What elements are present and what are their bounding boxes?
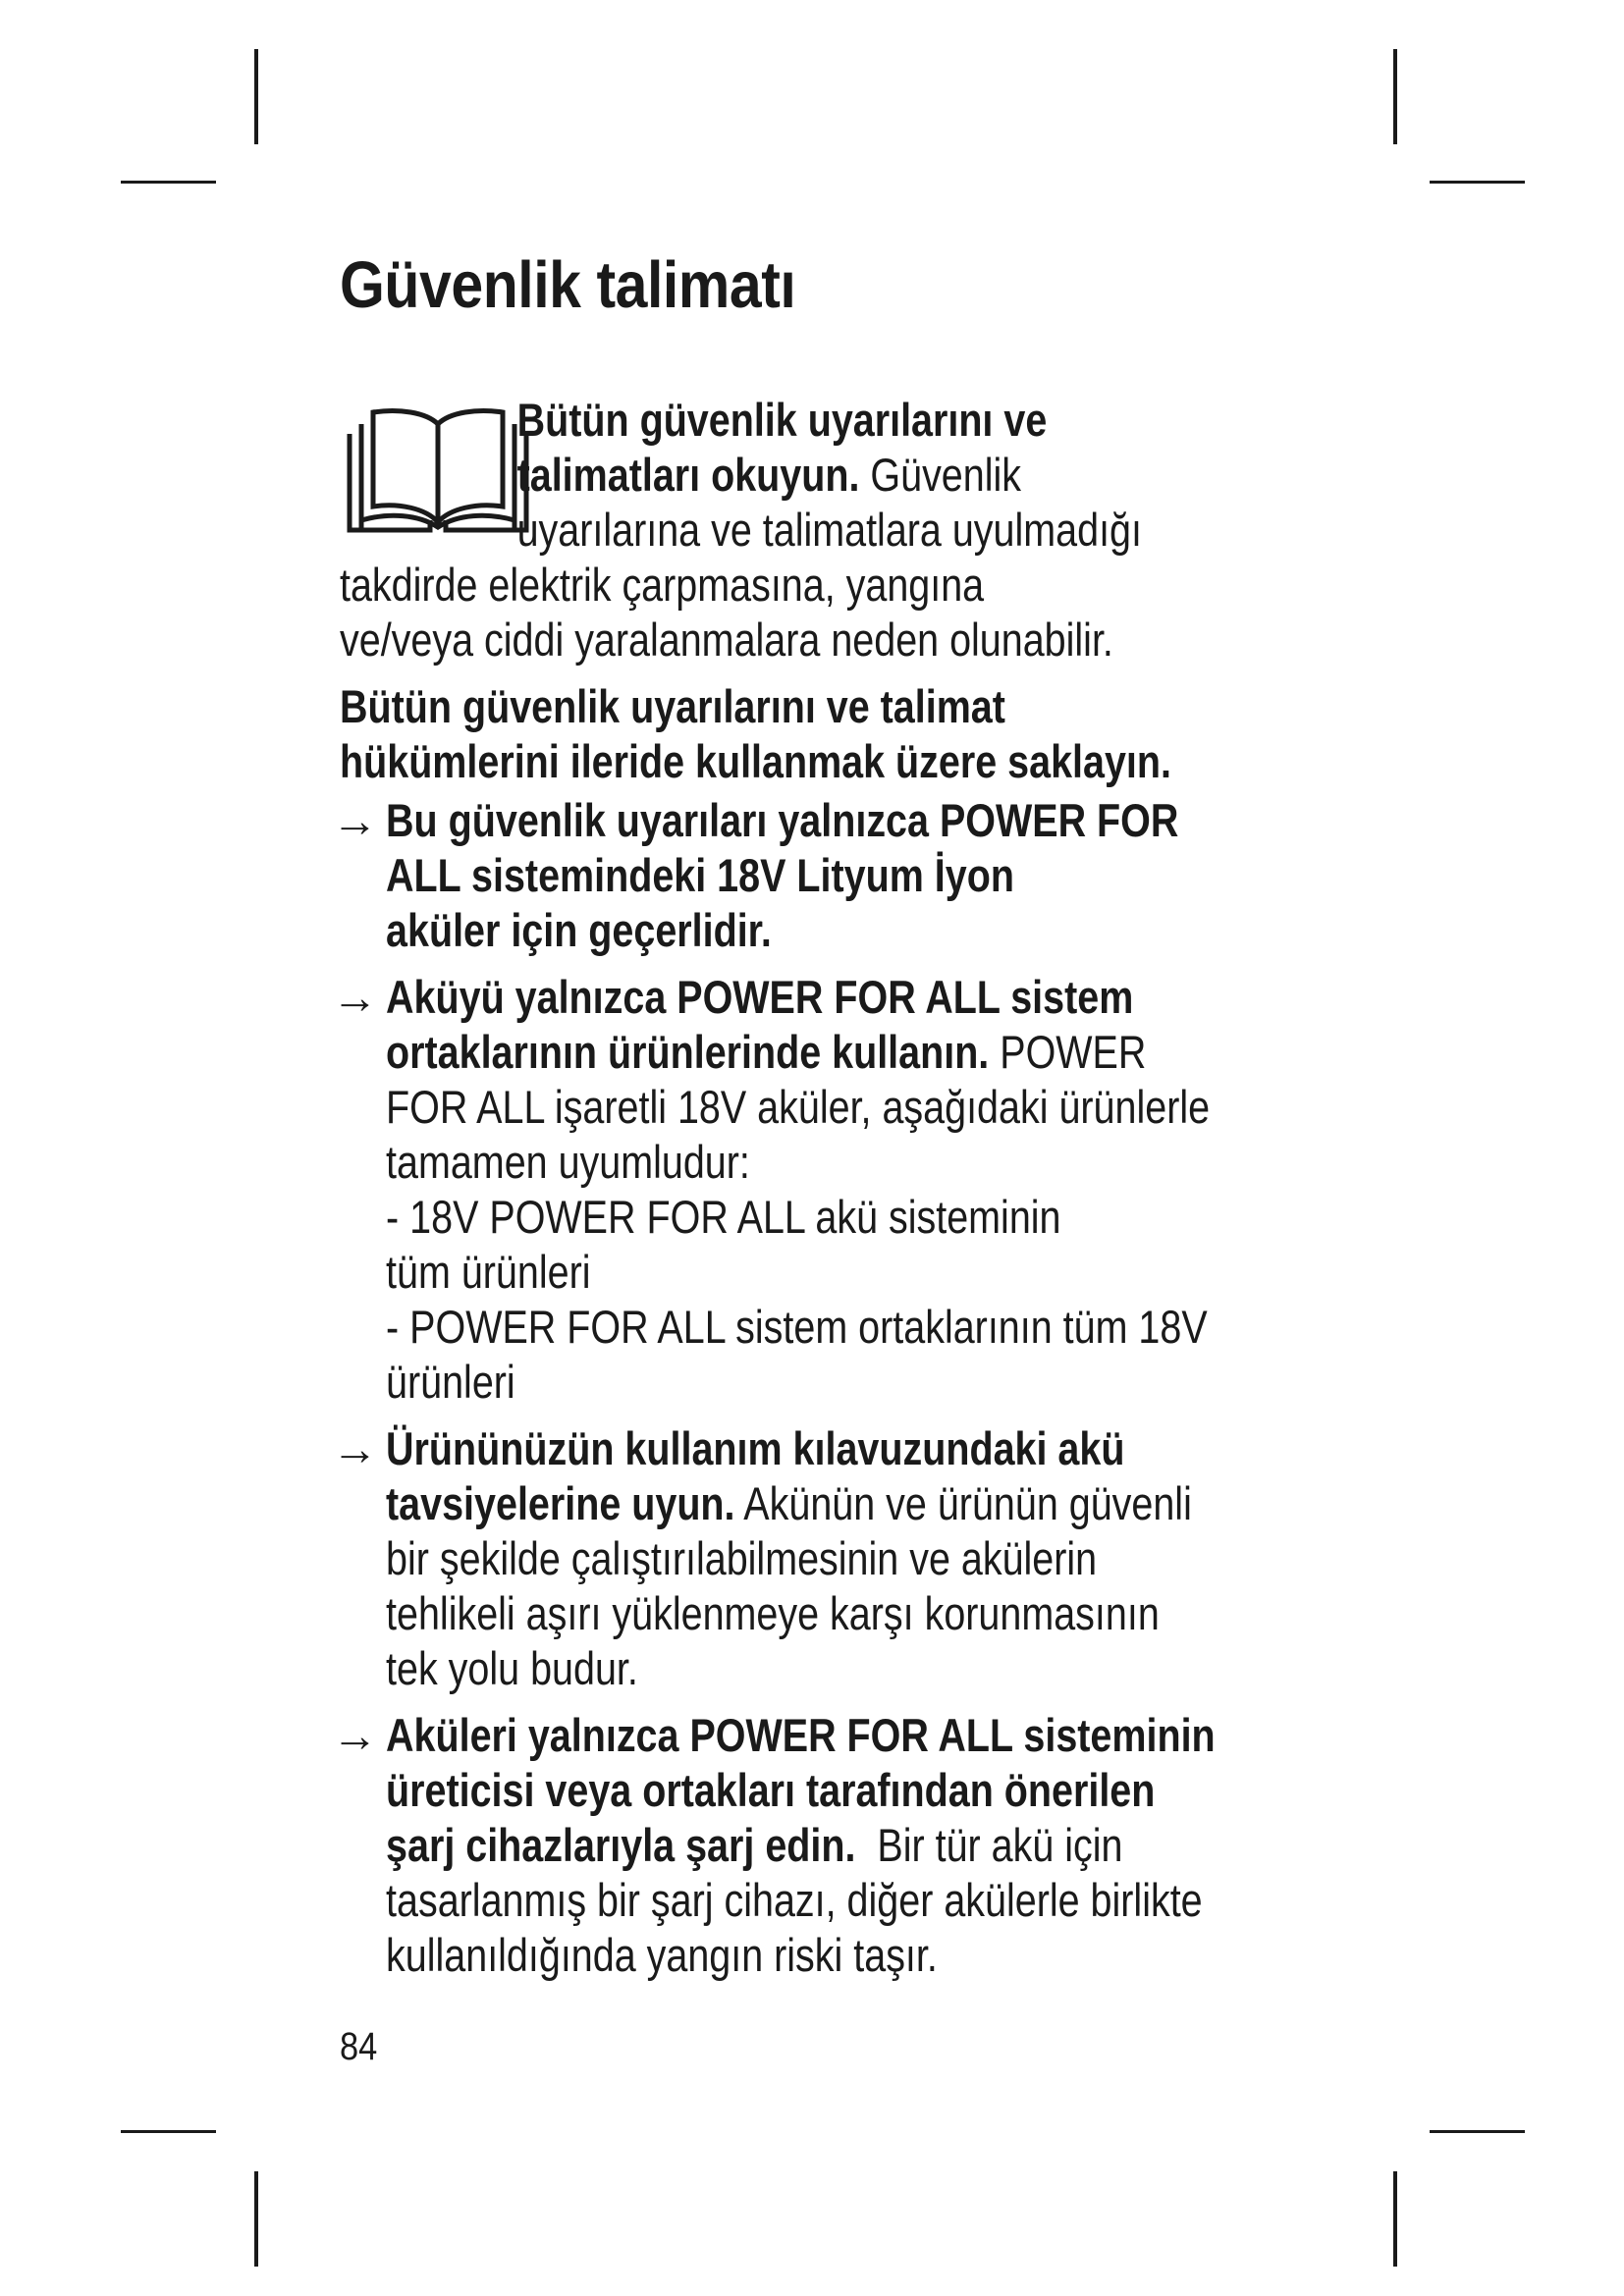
intro-heading-line1: Bütün güvenlik uyarılarını ve bbox=[516, 394, 1048, 446]
page-title: Güvenlik talimatı bbox=[340, 248, 796, 322]
intro-text-line3: uyarılarına ve talimatlara uyulmadığı bbox=[516, 504, 1142, 556]
bullet-2-bold-line: ortaklarının ürünlerinde kullanın. bbox=[386, 1026, 990, 1078]
bullet-2-bold-line: Aküyü yalnızca POWER FOR ALL sistem bbox=[386, 971, 1134, 1023]
bullet-2-text-line: tamamen uyumludur: bbox=[386, 1136, 750, 1188]
arrow-icon: → bbox=[332, 1709, 378, 1761]
bullet-2-text-line: ürünleri bbox=[386, 1356, 515, 1408]
crop-mark-bottom-left-horizontal bbox=[121, 2130, 216, 2133]
arrow-icon: → bbox=[332, 1422, 378, 1474]
bullet-4-text-line: kullanıldığında yangın riski taşır. bbox=[386, 1929, 938, 1981]
bullet-1-line: ALL sistemindeki 18V Lityum İyon bbox=[386, 849, 1014, 901]
intro-paragraph bbox=[340, 393, 1371, 667]
keep-line2: hükümlerini ileride kullanmak üzere saklayın. bbox=[340, 735, 1171, 787]
intro-text-line4: takdirde elektrik çarpmasına, yangına bbox=[340, 559, 985, 611]
crop-mark-bottom-right-vertical bbox=[1393, 2171, 1397, 2267]
crop-mark-top-left-horizontal bbox=[121, 181, 216, 184]
intro-text-line2: Güvenlik bbox=[859, 449, 1022, 501]
bullet-compatibility bbox=[332, 970, 1371, 1410]
bullet-1-line: Bu güvenlik uyarıları yalnızca POWER FOR bbox=[386, 794, 1179, 846]
crop-mark-top-right-vertical bbox=[1393, 49, 1397, 144]
bullet-2-text-line: FOR ALL işaretli 18V aküler, aşağıdaki ürünlerle bbox=[386, 1081, 1211, 1133]
bullet-2-text-line: tüm ürünleri bbox=[386, 1246, 591, 1298]
crop-mark-bottom-right-horizontal bbox=[1430, 2130, 1525, 2133]
page-number: 84 bbox=[340, 2025, 378, 2068]
bullet-2-text: POWER bbox=[989, 1026, 1147, 1078]
bullet-3-text: Akünün ve ürünün güvenli bbox=[734, 1477, 1192, 1529]
bullet-4-bold-line: üreticisi veya ortakları tarafından önerilen bbox=[386, 1764, 1156, 1816]
bullet-2-text-line: - POWER FOR ALL sistem ortaklarının tüm 18V bbox=[386, 1301, 1208, 1353]
bullet-3-bold-line: Ürününüzün kullanım kılavuzundaki akü bbox=[386, 1422, 1125, 1474]
bullet-4-bold-line: şarj cihazlarıyla şarj edin. bbox=[386, 1819, 856, 1871]
bullet-4-bold-line: Aküleri yalnızca POWER FOR ALL sisteminin bbox=[386, 1709, 1216, 1761]
safety-content bbox=[332, 393, 1371, 1983]
bullet-4-text: Bir tür akü için bbox=[855, 1819, 1123, 1871]
bullet-2-text-line: - 18V POWER FOR ALL akü sisteminin bbox=[386, 1191, 1061, 1243]
bullet-3-text-line: tek yolu budur. bbox=[386, 1642, 638, 1694]
crop-mark-top-left-vertical bbox=[254, 49, 258, 144]
keep-instructions bbox=[340, 679, 1371, 789]
crop-mark-bottom-left-vertical bbox=[254, 2171, 258, 2267]
bullet-charging bbox=[332, 1708, 1371, 1983]
keep-line1: Bütün güvenlik uyarılarını ve talimat bbox=[340, 680, 1005, 732]
bullet-3-text-line: bir şekilde çalıştırılabilmesinin ve akülerin bbox=[386, 1532, 1098, 1584]
bullet-manual-recommendations bbox=[332, 1421, 1371, 1696]
bullet-4-text-line: tasarlanmış bir şarj cihazı, diğer akülerle birlikte bbox=[386, 1874, 1203, 1926]
intro-heading-line2: talimatları okuyun. bbox=[516, 449, 860, 501]
crop-mark-top-right-horizontal bbox=[1430, 181, 1525, 184]
bullet-1-line: aküler için geçerlidir. bbox=[386, 904, 772, 956]
bullet-3-bold-line: tavsiyelerine uyun. bbox=[386, 1477, 735, 1529]
arrow-icon: → bbox=[332, 971, 378, 1023]
intro-text-line5: ve/veya ciddi yaralanmalara neden olunabilir. bbox=[340, 614, 1113, 666]
bullet-3-text-line: tehlikeli aşırı yüklenmeye karşı korunmasının bbox=[386, 1587, 1160, 1639]
arrow-icon: → bbox=[332, 794, 378, 846]
bullet-scope bbox=[332, 793, 1371, 958]
